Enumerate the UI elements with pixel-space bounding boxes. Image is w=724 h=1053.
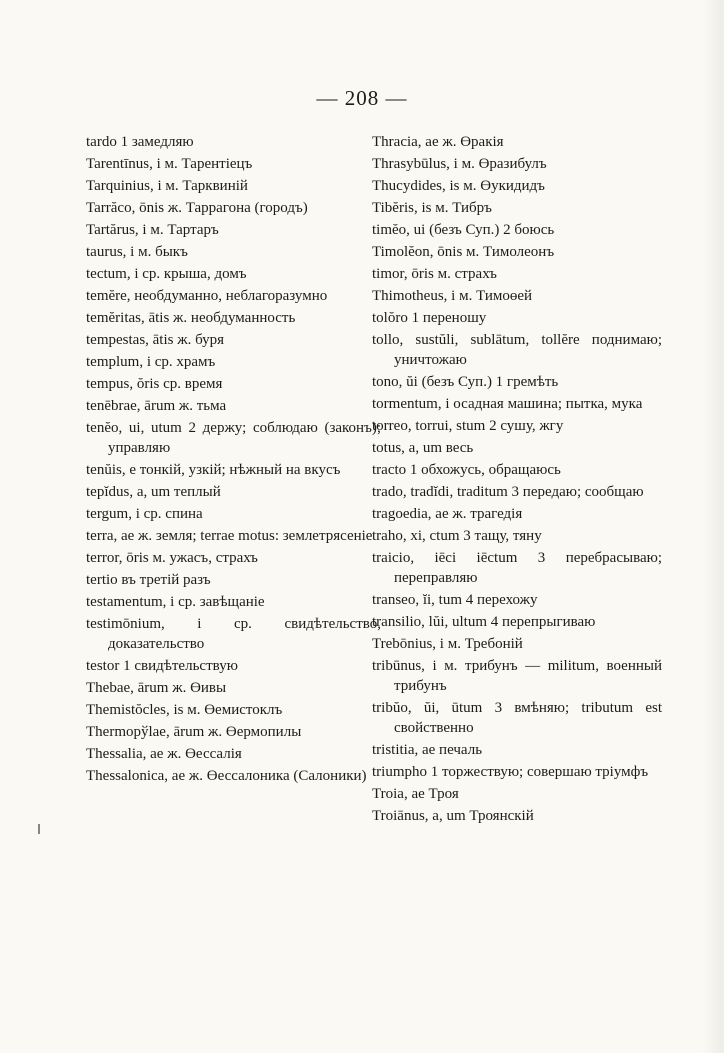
dictionary-entry: tempestas, ātis ж. буря	[86, 332, 225, 348]
dictionary-entry: tempus, ŏris ср. время	[86, 376, 223, 392]
dictionary-entry: temĕre, необдуманно, неблагоразумно	[86, 288, 328, 304]
dictionary-entry: Thimotheus, i м. Тимоөей	[372, 288, 533, 304]
dictionary-entry: tectum, i ср. крыша, домъ	[86, 266, 247, 282]
right-column	[372, 132, 662, 828]
dictionary-entry: tertio въ третiй разъ	[86, 572, 211, 588]
dictionary-entry: tenēbrae, ārum ж. тьма	[86, 398, 227, 414]
dictionary-entry: tracto 1 обхожусь, обращаюсь	[372, 462, 561, 478]
dictionary-entry: triumpho 1 торжествую; совершаю трiумфъ	[372, 764, 649, 780]
dictionary-entry: transeo, ĭi, tum 4 перехожу	[372, 592, 538, 608]
dictionary-entry: tribŭo, ŭi, ūtum 3 вмѣняю; tributum est свойственно	[372, 700, 662, 736]
dictionary-entry: traicio, iēci iēctum 3 перебрасываю; переправляю	[372, 550, 662, 586]
dictionary-entry: totus, a, um весь	[372, 440, 474, 456]
dictionary-entry: torreo, torrui, stum 2 сушу, жгу	[372, 418, 564, 434]
page-number: — 208 —	[316, 86, 408, 110]
dictionary-entry: Thebae, ārum ж. Өивы	[86, 680, 227, 696]
dictionary-entry: tardo 1 замедляю	[86, 134, 194, 150]
dictionary-entry: traho, xi, ctum 3 тащу, тяну	[372, 528, 542, 544]
dictionary-entry: taurus, i м. быкъ	[86, 244, 188, 260]
dictionary-entry: terror, ōris м. ужасъ, страхъ	[86, 550, 258, 566]
dictionary-entry: Thucydides, is м. Өукидидъ	[372, 178, 545, 194]
margin-mark	[38, 824, 40, 834]
dictionary-entry: Thessalia, ae ж. Өессалiя	[86, 746, 242, 762]
dictionary-entry: tragoedia, ae ж. трагедiя	[372, 506, 523, 522]
dictionary-entry: tenĕo, ui, utum 2 держу; соблюдаю (законъ); управляю	[86, 420, 381, 456]
dictionary-entry: Troia, ae Троя	[372, 786, 459, 802]
dictionary-entry: tenŭis, e тонкiй, узкiй; нѣжный на вкусъ	[86, 462, 341, 478]
dictionary-entry: timĕo, ui (безъ Суп.) 2 боюсь	[372, 222, 555, 238]
dictionary-entry: transilio, lŭi, ultum 4 перепрыгиваю	[372, 614, 596, 630]
dictionary-entry: Thrasybūlus, i м. Өразибулъ	[372, 156, 547, 172]
dictionary-entry: Themistŏcles, is м. Өемистоклъ	[86, 702, 283, 718]
dictionary-entry: tollo, sustŭli, sublātum, tollĕre поднимаю; уничтожаю	[372, 332, 662, 368]
dictionary-entry: testimōnium, i ср. свидѣтельство, доказательство	[86, 616, 381, 652]
dictionary-entry: Tarentīnus, i м. Тарентiецъ	[86, 156, 253, 172]
dictionary-entry: Thessalonica, ae ж. Өессалоника (Салоники)	[86, 768, 367, 784]
dictionary-entry: tergum, i ср. спина	[86, 506, 203, 522]
dictionary-entry: Thracia, ae ж. Өракiя	[372, 134, 504, 150]
dictionary-entry: terra, ae ж. земля; terrae motus: землетрясенiе	[86, 528, 373, 544]
dictionary-entry: Tibĕris, is м. Тибръ	[372, 200, 492, 216]
dictionary-entry: temĕritas, ātis ж. необдуманность	[86, 310, 296, 326]
dictionary-entry: tormentum, i осадная машина; пытка, мука	[372, 396, 643, 412]
dictionary-entry: Tarquinius, i м. Тарквинiй	[86, 178, 248, 194]
dictionary-entry: tribūnus, i м. трибунъ — militum, военный трибунъ	[372, 658, 662, 694]
dictionary-entry: tono, ŭi (безъ Суп.) 1 гремѣть	[372, 374, 559, 390]
dictionary-entry: tolŏro 1 переношу	[372, 310, 487, 326]
left-column	[86, 132, 381, 788]
dictionary-entry: Thermopўlae, ārum ж. Өермопилы	[86, 724, 302, 740]
dictionary-entry: Troiānus, a, um Троянскiй	[372, 808, 534, 824]
dictionary-entry: Trebōnius, i м. Требонiй	[372, 636, 523, 652]
dictionary-entry: tristitia, ae печаль	[372, 742, 483, 758]
dictionary-entry: timor, ōris м. страхъ	[372, 266, 497, 282]
dictionary-entry: tepĭdus, a, um теплый	[86, 484, 221, 500]
dictionary-entry: testor 1 свидѣтельствую	[86, 658, 238, 674]
dictionary-entry: Tarrăco, ōnis ж. Таррагона (городъ)	[86, 200, 308, 216]
dictionary-entry: trado, tradĭdi, traditum 3 передаю; сообщаю	[372, 484, 644, 500]
page-edge-shadow	[702, 0, 724, 1053]
dictionary-entry: Tartărus, i м. Тартаръ	[86, 222, 219, 238]
dictionary-entry: testamentum, i ср. завѣщанiе	[86, 594, 265, 610]
dictionary-entry: templum, i ср. храмъ	[86, 354, 216, 370]
dictionary-entry: Timolĕon, ōnis м. Тимолеонъ	[372, 244, 555, 260]
